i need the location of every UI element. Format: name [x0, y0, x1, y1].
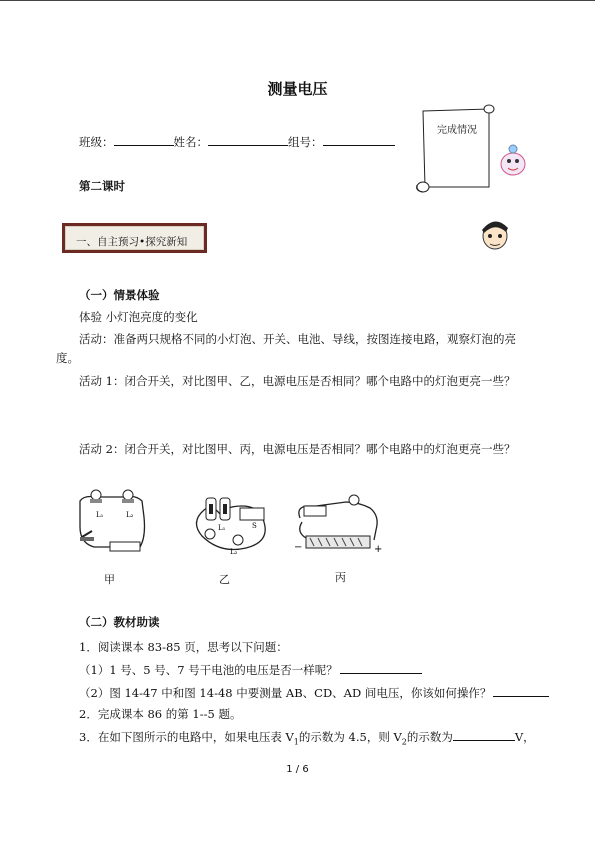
question-3-row	[79, 728, 535, 750]
scroll-label: 完成情况	[437, 125, 477, 136]
question-1-1-row	[79, 661, 422, 678]
question-3-part-c: 的示数为	[406, 730, 453, 744]
name-field[interactable]	[208, 133, 288, 146]
label-minus: −	[294, 542, 303, 553]
circuit-figure-jia	[74, 487, 154, 555]
class-label: 班级：	[79, 135, 114, 149]
student-cartoon-icon	[476, 214, 514, 254]
v2-subscript: 2	[401, 737, 407, 747]
page-title: 测量电压	[267, 80, 328, 98]
question-3-part-b: 的示数为 4.5，则 V	[298, 730, 402, 744]
lesson-label: 第二课时	[79, 179, 125, 193]
experience-line: 体验 小灯泡亮度的变化	[79, 310, 198, 324]
scroll-graphic	[413, 103, 497, 193]
activity2-question: 活动 2：闭合开关，对比图甲、丙，电源电压是否相同？哪个电路中的灯泡更亮一些？	[79, 442, 516, 456]
question-1-2: （2）图 14-47 中和图 14-48 中要测量 AB、CD、AD 间电压，你该如何操作？	[79, 686, 492, 700]
question-1: 1．阅读课本 83-85 页，思考以下问题：	[79, 640, 288, 654]
circuit-figure-yi	[190, 492, 274, 556]
group-field[interactable]	[323, 133, 395, 146]
label-l2: L₂	[126, 511, 134, 519]
info-row	[79, 133, 395, 150]
caption-yi: 乙	[219, 573, 230, 586]
section-banner	[62, 223, 207, 253]
name-label: 姓名：	[173, 135, 208, 149]
label-l2-yi: L₂	[230, 548, 238, 556]
section1-heading: （一）情景体验	[79, 288, 160, 302]
page-number: 1 / 6	[286, 764, 309, 775]
answer-1-2-field[interactable]	[493, 684, 549, 697]
label-s: S	[252, 522, 257, 530]
circuit-figure-bing	[292, 488, 384, 556]
label-plus: +	[374, 544, 383, 555]
section2-heading: （二）教材助读	[79, 615, 160, 629]
caption-bing: 丙	[335, 571, 346, 584]
question-3-part-d: V，	[514, 730, 535, 744]
banner-label: 一、自主预习•探究新知	[76, 236, 188, 248]
group-label: 组号：	[288, 135, 323, 149]
question-3-part-a: 3．在如下图所示的电路中，如果电压表 V	[79, 730, 294, 744]
activity-line1: 活动：准备两只规格不同的小灯泡、开关、电池、导线，按图连接电路，观察灯泡的亮	[79, 332, 516, 346]
question-1-1: （1）1 号、5 号、7 号干电池的电压是否一样呢？	[79, 663, 338, 677]
answer-1-1-field[interactable]	[340, 661, 422, 674]
label-l1-yi: L₁	[218, 524, 226, 532]
activity1-question: 活动 1：闭合开关，对比图甲、乙，电源电压是否相同？哪个电路中的灯泡更亮一些？	[79, 374, 516, 388]
question-2: 2．完成课本 86 的第 1--5 题。	[79, 707, 242, 721]
v1-subscript: 1	[293, 737, 299, 747]
activity-line2: 度。	[56, 351, 79, 365]
teapot-cartoon-icon	[496, 140, 530, 180]
class-field[interactable]	[114, 133, 174, 146]
label-l1: L₁	[96, 511, 104, 519]
question-1-2-row	[79, 684, 549, 701]
top-rule	[0, 0, 595, 1]
answer-3-field[interactable]	[453, 728, 515, 741]
caption-jia: 甲	[104, 573, 115, 586]
